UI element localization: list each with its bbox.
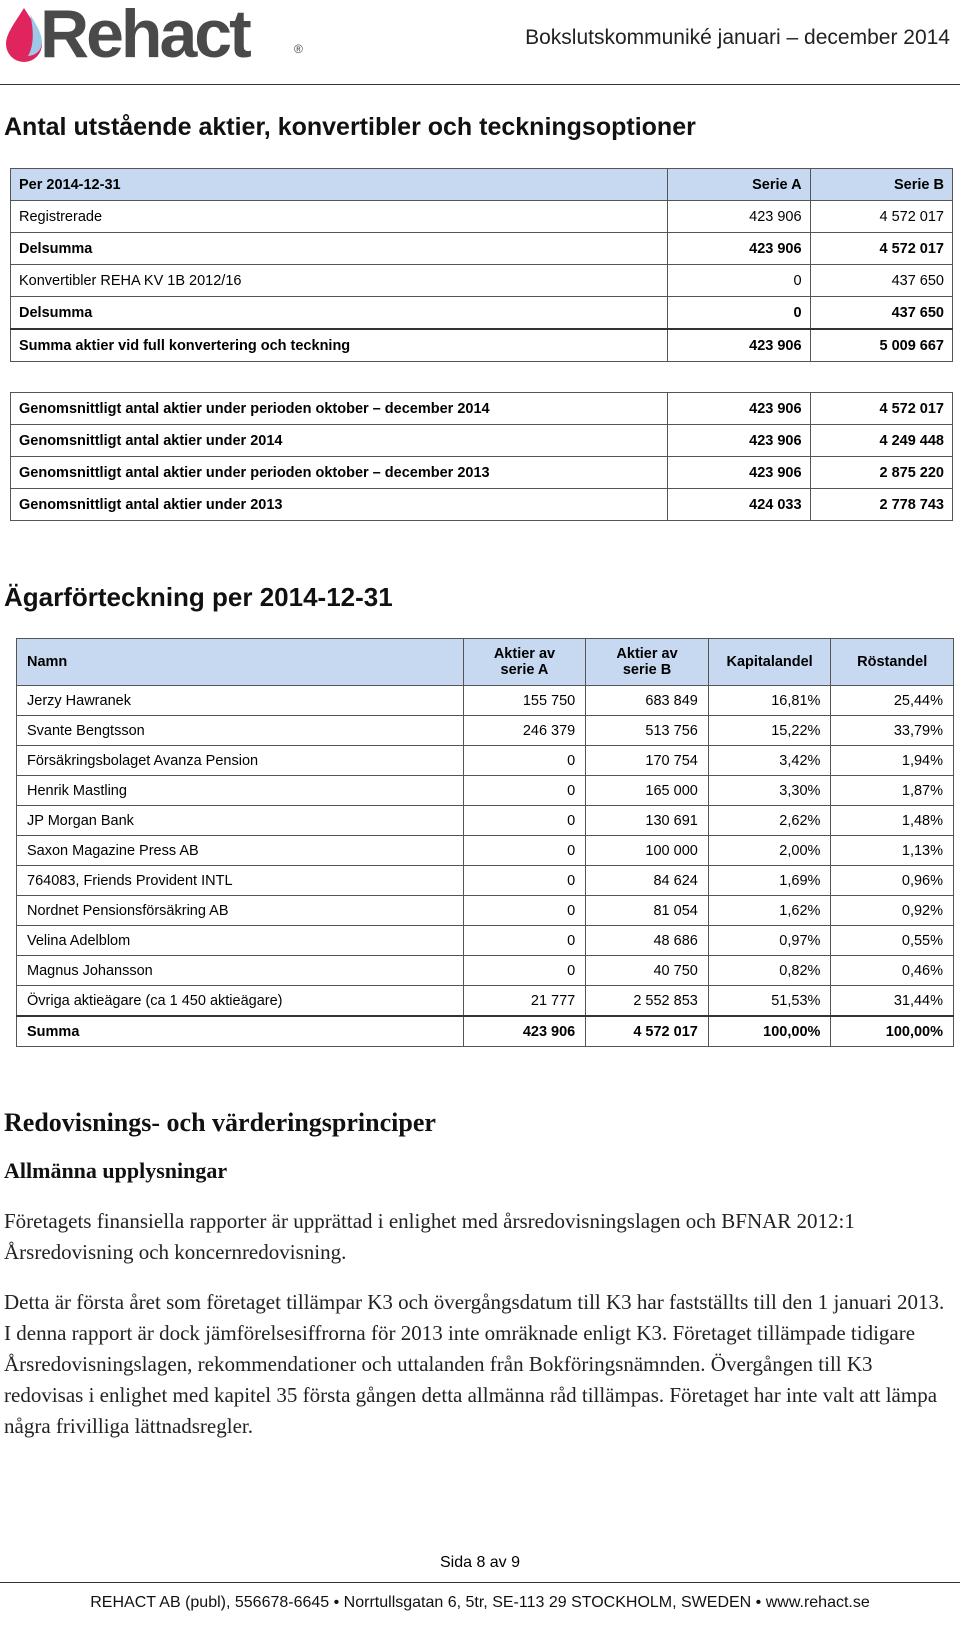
header-shares-a-line2: serie A xyxy=(500,662,549,678)
row-label: Registrerade xyxy=(11,201,668,233)
owner-shares-a: 155 750 xyxy=(463,686,586,716)
header-shares-a xyxy=(463,639,586,686)
owner-votes: 0,92% xyxy=(831,896,954,926)
total-shares-b: 4 572 017 xyxy=(586,1016,709,1047)
row-label: Summa aktier vid full konvertering och teckning xyxy=(11,329,668,362)
table-row xyxy=(11,297,953,330)
owner-name: Nordnet Pensionsförsäkring AB xyxy=(17,896,464,926)
owner-shares-a: 0 xyxy=(463,776,586,806)
table-spacer xyxy=(11,362,953,393)
table-row xyxy=(17,986,954,1017)
row-serie-b: 4 572 017 xyxy=(810,233,952,265)
row-label: Genomsnittligt antal aktier under 2014 xyxy=(11,425,668,457)
owner-shares-b: 48 686 xyxy=(586,926,709,956)
shares-table xyxy=(10,168,953,521)
footer-address: REHACT AB (publ), 556678-6645 • Norrtullsgatan 6, 5tr, SE-113 29 STOCKHOLM, SWEDEN • www.rehact.se xyxy=(90,1594,870,1611)
row-label: Genomsnittligt antal aktier under 2013 xyxy=(11,489,668,521)
owner-shares-b: 170 754 xyxy=(586,746,709,776)
table-row xyxy=(17,896,954,926)
table-row xyxy=(17,746,954,776)
owner-votes: 1,87% xyxy=(831,776,954,806)
header-shares-b xyxy=(586,639,709,686)
owner-capital: 0,82% xyxy=(708,956,831,986)
row-serie-b: 437 650 xyxy=(810,265,952,297)
owner-capital: 3,30% xyxy=(708,776,831,806)
owner-capital: 15,22% xyxy=(708,716,831,746)
table-row xyxy=(17,776,954,806)
table-row xyxy=(11,329,953,362)
owner-name: Henrik Mastling xyxy=(17,776,464,806)
row-label: Delsumma xyxy=(11,297,668,330)
row-serie-a: 0 xyxy=(668,265,810,297)
table-row xyxy=(17,956,954,986)
shares-table-header xyxy=(11,169,953,201)
row-serie-b: 437 650 xyxy=(810,297,952,330)
owner-votes: 0,46% xyxy=(831,956,954,986)
owner-name: Svante Bengtsson xyxy=(17,716,464,746)
owner-shares-b: 683 849 xyxy=(586,686,709,716)
table-row xyxy=(11,233,953,265)
header-votes: Röstandel xyxy=(831,639,954,686)
company-logo xyxy=(4,0,304,72)
row-serie-a: 423 906 xyxy=(668,329,810,362)
row-serie-a: 423 906 xyxy=(668,201,810,233)
total-votes: 100,00% xyxy=(831,1016,954,1047)
owner-shares-a: 0 xyxy=(463,746,586,776)
header-shares-b-line1: Aktier av xyxy=(616,646,678,662)
owner-shares-a: 0 xyxy=(463,896,586,926)
table-row xyxy=(11,265,953,297)
owner-name: Velina Adelblom xyxy=(17,926,464,956)
header-capital: Kapitalandel xyxy=(708,639,831,686)
header-serie-b: Serie B xyxy=(810,169,952,201)
owner-name: Jerzy Hawranek xyxy=(17,686,464,716)
owner-name: Magnus Johansson xyxy=(17,956,464,986)
section-title-shares: Antal utstående aktier, konvertibler och teckningsoptioner xyxy=(4,113,696,141)
owner-shares-b: 2 552 853 xyxy=(586,986,709,1017)
table-row xyxy=(17,836,954,866)
row-serie-a: 0 xyxy=(668,297,810,330)
row-serie-b: 5 009 667 xyxy=(810,329,952,362)
row-serie-a: 423 906 xyxy=(668,233,810,265)
table-row xyxy=(17,926,954,956)
table-row xyxy=(11,425,953,457)
owner-name: Försäkringsbolaget Avanza Pension xyxy=(17,746,464,776)
row-serie-a: 423 906 xyxy=(668,393,810,425)
row-serie-a: 423 906 xyxy=(668,457,810,489)
owner-name: Övriga aktieägare (ca 1 450 aktieägare) xyxy=(17,986,464,1017)
owner-shares-b: 100 000 xyxy=(586,836,709,866)
owner-shares-a: 246 379 xyxy=(463,716,586,746)
total-shares-a: 423 906 xyxy=(463,1016,586,1047)
row-serie-b: 2 875 220 xyxy=(810,457,952,489)
owner-shares-b: 40 750 xyxy=(586,956,709,986)
row-label: Konvertibler REHA KV 1B 2012/16 xyxy=(11,265,668,297)
row-serie-a: 424 033 xyxy=(668,489,810,521)
owner-votes: 0,55% xyxy=(831,926,954,956)
owner-shares-b: 84 624 xyxy=(586,866,709,896)
table-row xyxy=(11,457,953,489)
owner-shares-a: 0 xyxy=(463,956,586,986)
owner-votes: 1,48% xyxy=(831,806,954,836)
header-shares-a-line1: Aktier av xyxy=(493,646,556,662)
registered-mark: ® xyxy=(294,42,303,56)
owners-table xyxy=(16,638,954,1047)
table-row xyxy=(11,489,953,521)
owner-shares-a: 0 xyxy=(463,926,586,956)
header-shares-b-line2: serie B xyxy=(622,662,672,678)
header-name: Namn xyxy=(17,639,464,686)
row-label: Genomsnittligt antal aktier under perioden oktober – december 2013 xyxy=(11,457,668,489)
owner-capital: 1,69% xyxy=(708,866,831,896)
owner-name: Saxon Magazine Press AB xyxy=(17,836,464,866)
paragraph-2: Detta är första året som företaget tillämpar K3 och övergångsdatum till K3 har fastställts till den 1 januari 2013. I denna rapport är dock jämförelsesiffrorna för 2013 inte omräknade enligt K3. Företaget tillämpade tidigare Årsredovisningslagen, rekommendationer och uttalanden från Bokföringsnämnden. Övergången till K3 redovisas i enlighet med kapitel 35 första gången detta allmänna råd tillämpas. Företaget har inte valt att lämpa några frivilliga lättnadsregler. xyxy=(4,1290,945,1438)
footer-divider xyxy=(0,1582,960,1583)
owners-table-header xyxy=(17,639,954,686)
table-row xyxy=(11,393,953,425)
owner-votes: 33,79% xyxy=(831,716,954,746)
row-label: Delsumma xyxy=(11,233,668,265)
owner-name: 764083, Friends Provident INTL xyxy=(17,866,464,896)
logo-wordmark: Rehact xyxy=(40,0,249,72)
row-serie-a: 423 906 xyxy=(668,425,810,457)
owner-votes: 0,96% xyxy=(831,866,954,896)
section-title-principles: Redovisnings- och värderingsprinciper xyxy=(4,1108,436,1137)
row-serie-b: 4 572 017 xyxy=(810,393,952,425)
owner-capital: 2,00% xyxy=(708,836,831,866)
table-row xyxy=(17,806,954,836)
owner-capital: 0,97% xyxy=(708,926,831,956)
table-row xyxy=(11,201,953,233)
owner-shares-a: 0 xyxy=(463,806,586,836)
owner-shares-a: 21 777 xyxy=(463,986,586,1017)
row-serie-b: 4 249 448 xyxy=(810,425,952,457)
owner-name: JP Morgan Bank xyxy=(17,806,464,836)
owner-votes: 31,44% xyxy=(831,986,954,1017)
owner-shares-b: 165 000 xyxy=(586,776,709,806)
section-subtitle-general: Allmänna upplysningar xyxy=(4,1158,228,1183)
total-label: Summa xyxy=(17,1016,464,1047)
owner-capital: 51,53% xyxy=(708,986,831,1017)
owner-votes: 25,44% xyxy=(831,686,954,716)
document-title: Bokslutskommuniké januari – december 2014 xyxy=(525,26,950,49)
owner-capital: 1,62% xyxy=(708,896,831,926)
owner-shares-a: 0 xyxy=(463,866,586,896)
owner-votes: 1,13% xyxy=(831,836,954,866)
table-row xyxy=(17,716,954,746)
owners-total-row xyxy=(17,1016,954,1047)
section-title-owners: Ägarförteckning per 2014-12-31 xyxy=(4,582,393,612)
header-divider xyxy=(0,84,960,85)
table-row xyxy=(17,686,954,716)
row-serie-b: 2 778 743 xyxy=(810,489,952,521)
header-date: Per 2014-12-31 xyxy=(11,169,668,201)
owner-shares-b: 130 691 xyxy=(586,806,709,836)
owner-shares-b: 81 054 xyxy=(586,896,709,926)
page-number: Sida 8 av 9 xyxy=(439,1554,521,1571)
paragraph-1: Företagets finansiella rapporter är upprättad i enlighet med årsredovisningslagen och BFNAR 2012:1 Årsredovisning och koncernredovisning. xyxy=(4,1209,855,1264)
drop-logo-icon xyxy=(4,6,44,62)
owner-shares-b: 513 756 xyxy=(586,716,709,746)
table-row xyxy=(17,866,954,896)
owner-capital: 3,42% xyxy=(708,746,831,776)
owner-capital: 16,81% xyxy=(708,686,831,716)
owner-shares-a: 0 xyxy=(463,836,586,866)
owner-capital: 2,62% xyxy=(708,806,831,836)
row-label: Genomsnittligt antal aktier under perioden oktober – december 2014 xyxy=(11,393,668,425)
total-capital: 100,00% xyxy=(708,1016,831,1047)
owner-votes: 1,94% xyxy=(831,746,954,776)
header-serie-a: Serie A xyxy=(668,169,810,201)
row-serie-b: 4 572 017 xyxy=(810,201,952,233)
